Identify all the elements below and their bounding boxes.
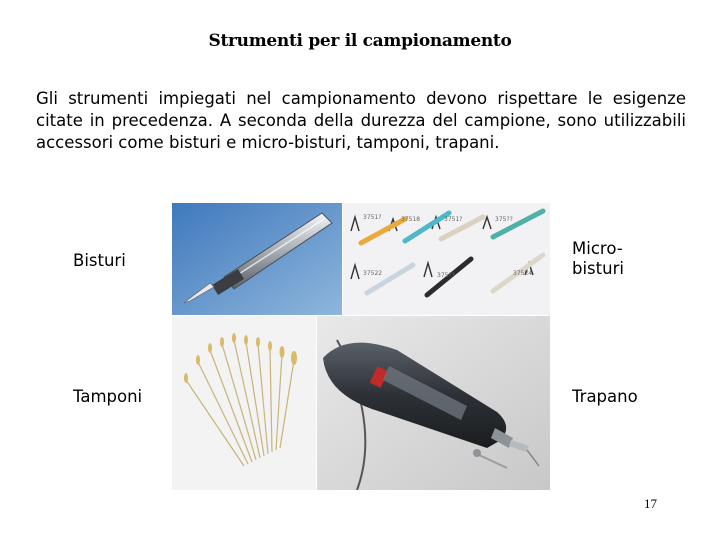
micro-code: 37522 [363,270,383,277]
slide-title: Strumenti per il campionamento [208,31,512,51]
micro-code: 37524 [513,270,533,277]
micro-code: 375?? [495,216,513,223]
label-microbisturi-line1: Micro- [572,239,623,258]
label-trapano: Trapano [572,387,638,406]
micro-code: 3751? [444,216,463,223]
intro-paragraph: Gli strumenti impiegati nel campionamento devono rispettare le esigenze citate in precedenza. A seconda della durezza del campione, sono utilizzabili accessori come bisturi e micro-bisturi, tamponi, trapani. [36,89,686,152]
micro-code: 37518 [401,216,421,223]
micro-code: 375?? [437,272,455,279]
microscalpels-photo [343,203,550,315]
page-number: 17 [644,496,657,511]
label-tamponi: Tamponi [73,387,143,406]
scalpel-photo [172,203,342,315]
label-microbisturi [572,239,624,279]
label-microbisturi-line2: bisturi [572,259,624,278]
micro-code: 3751? [363,214,382,221]
drill-photo [317,316,550,490]
label-bisturi: Bisturi [73,251,126,270]
swabs-photo [172,316,316,490]
